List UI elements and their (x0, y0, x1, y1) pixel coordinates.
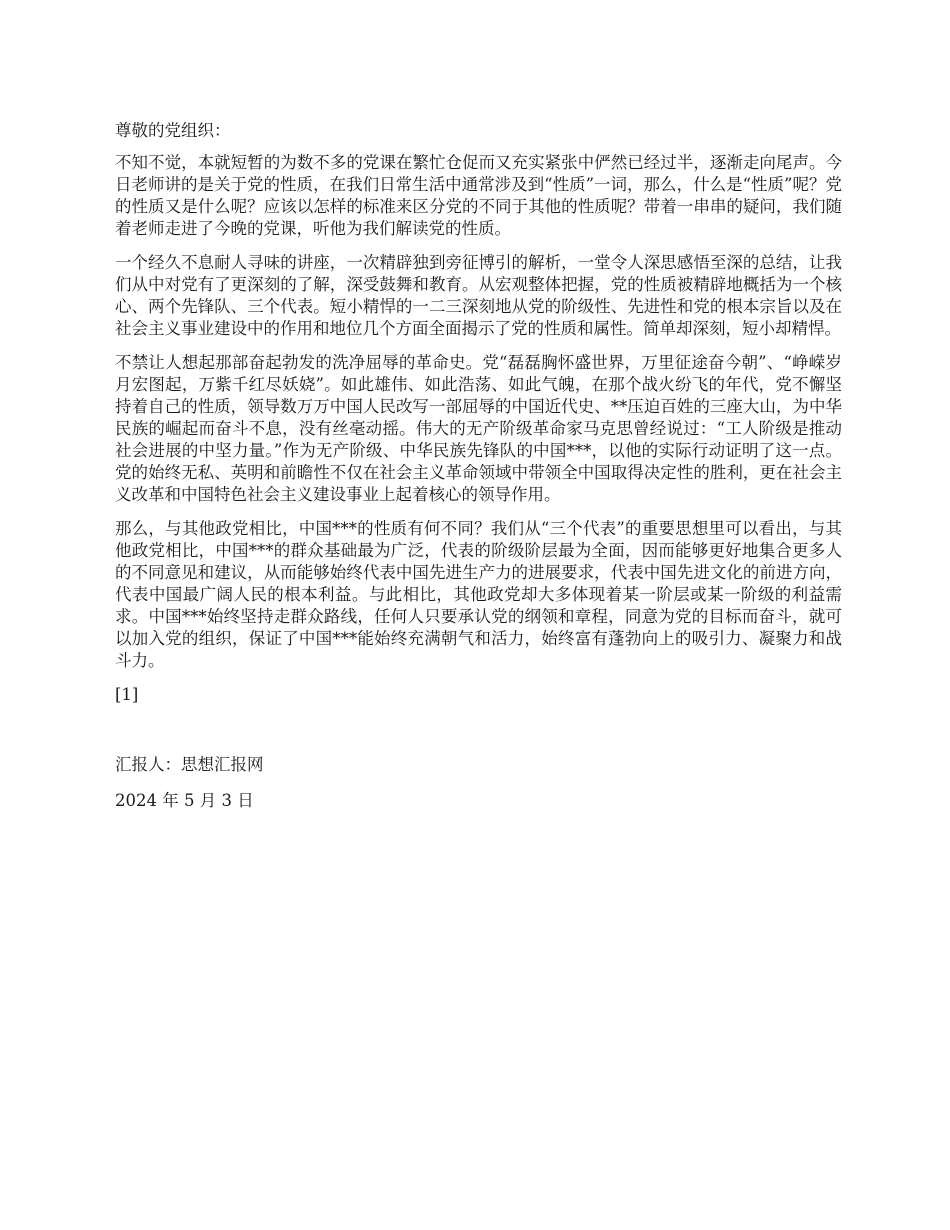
signature: 汇报人：思想汇报网 (115, 755, 264, 774)
date: 2024 年 5 月 3 日 (115, 791, 254, 810)
salutation: 尊敬的党组织： (115, 121, 231, 140)
signature-spacer (115, 718, 842, 754)
reference-marker: [1] (115, 685, 139, 704)
body-paragraph-4: 那么，与其他政党相比，中国***的性质有何不同？我们从“三个代表”的重要思想里可以看出，与其他政党相比，中国***的群众基础最为广泛，代表的阶级阶层最为全面，因而能够更好地集合更多人的不同意见和建议，从而能够始终代表中国先进生产力的进展要求，代表中国先进文化的前进方向，代表中国最广阔人民的根本利益。与此相比，其他政党却大多体现着某一阶层或某一阶级的利益需求。中国***始终坚持走群众路线，任何人只要承认党的纲领和章程，同意为党的目标而奋斗，就可以加入党的组织，保证了中国***能始终充满朝气和活力，始终富有蓬勃向上的吸引力、凝聚力和战斗力。 (115, 519, 842, 670)
document-page (115, 120, 842, 824)
body-paragraph-3: 不禁让人想起那部奋起勃发的洗净屈辱的革命史。党“磊磊胸怀盛世界，万里征途奋今朝”、“峥嵘岁月宏图起，万紫千红尽妖娆”。如此雄伟、如此浩荡、如此气魄，在那个战火纷飞的年代，党不懈坚持着自己的性质，领导数万万中国人民改写一部屈辱的中国近代史、**压迫百姓的三座大山，为中华民族的崛起而奋斗不息，没有丝毫动摇。伟大的无产阶级革命家马克思曾经说过：“工人阶级是推动社会进展的中坚力量。”作为无产阶级、中华民族先锋队的中国***，以他的实际行动证明了这一点。党的始终无私、英明和前瞻性不仅在社会主义革命领域中带领全中国取得决定性的胜利，更在社会主义改革和中国特色社会主义建设事业上起着核心的领导作用。 (115, 353, 842, 504)
body-paragraph-1: 不知不觉，本就短暂的为数不多的党课在繁忙仓促而又充实紧张中俨然已经过半，逐渐走向尾声。今日老师讲的是关于党的性质，在我们日常生活中通常涉及到“性质”一词，那么，什么是“性质”呢？党的性质又是什么呢？应该以怎样的标准来区分党的不同于其他的性质呢？带着一串串的疑问，我们随着老师走进了今晚的党课，听他为我们解读党的性质。 (115, 153, 842, 238)
body-paragraph-2: 一个经久不息耐人寻味的讲座，一次精辟独到旁征博引的解析，一堂令人深思感悟至深的总结，让我们从中对党有了更深刻的了解，深受鼓舞和教育。从宏观整体把握，党的性质被精辟地概括为一个核心、两个先锋队、三个代表。短小精悍的一二三深刻地从党的阶级性、先进性和党的根本宗旨以及在社会主义事业建设中的作用和地位几个方面全面揭示了党的性质和属性。简单却深刻，短小却精悍。 (115, 253, 842, 338)
